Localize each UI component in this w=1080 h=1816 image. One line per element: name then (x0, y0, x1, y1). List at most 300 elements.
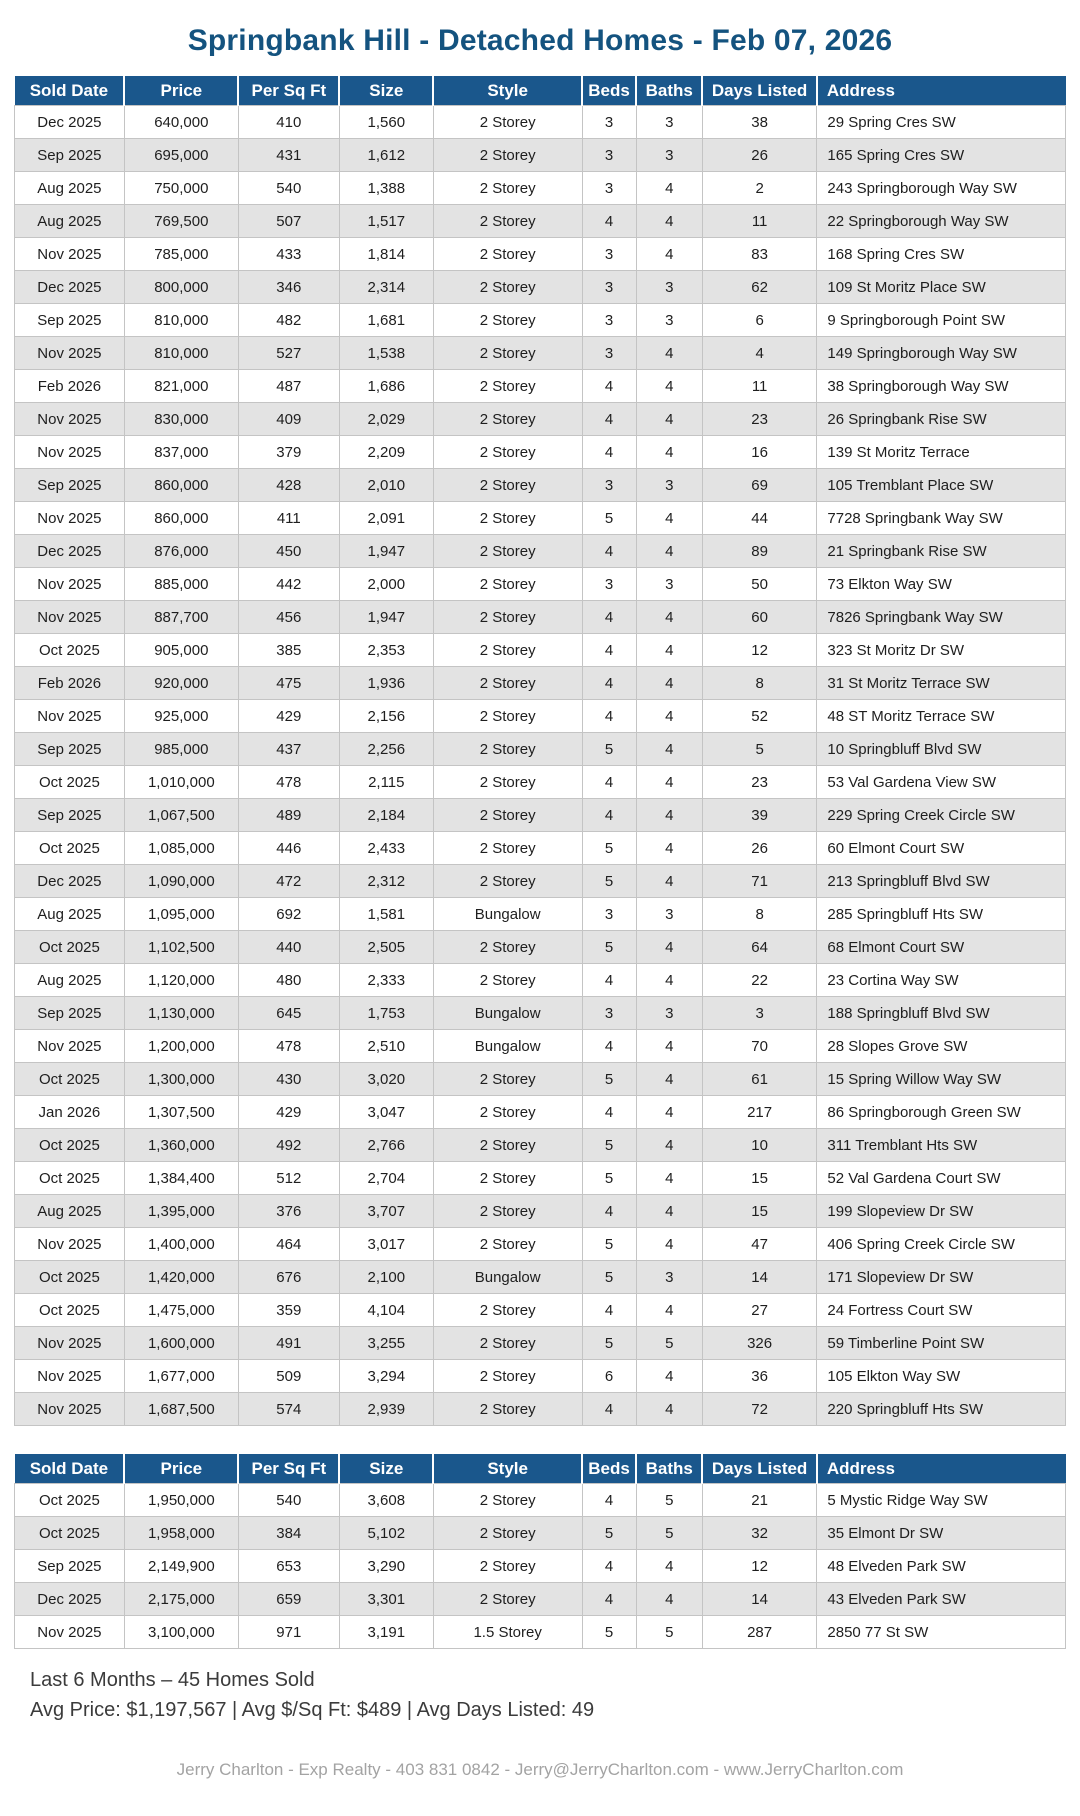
cell-address: 199 Slopeview Dr SW (817, 1195, 1066, 1228)
cell-baths: 4 (636, 667, 702, 700)
cell-baths: 4 (636, 1096, 702, 1129)
table-row (15, 1261, 1066, 1294)
cell-per-sqft: 480 (238, 964, 339, 997)
table-row (15, 1583, 1066, 1616)
cell-days-listed: 61 (702, 1063, 817, 1096)
cell-per-sqft: 464 (238, 1228, 339, 1261)
cell-price: 1,120,000 (124, 964, 238, 997)
cell-style: 2 Storey (433, 172, 582, 205)
cell-size: 2,433 (339, 832, 433, 865)
cell-sold-date: Sep 2025 (15, 1550, 125, 1583)
cell-address: 165 Spring Cres SW (817, 139, 1066, 172)
cell-style: 2 Storey (433, 1129, 582, 1162)
cell-style: 2 Storey (433, 832, 582, 865)
cell-address: 15 Spring Willow Way SW (817, 1063, 1066, 1096)
table-row (15, 370, 1066, 403)
cell-address: 220 Springbluff Hts SW (817, 1393, 1066, 1426)
cell-per-sqft: 540 (238, 1484, 339, 1517)
cell-address: 22 Springborough Way SW (817, 205, 1066, 238)
cell-per-sqft: 507 (238, 205, 339, 238)
agent-contact-footer: Jerry Charlton - Exp Realty - 403 831 0842 - Jerry@JerryCharlton.com - www.JerryCharlton.com (176, 1760, 904, 1779)
cell-price: 695,000 (124, 139, 238, 172)
cell-price: 1,395,000 (124, 1195, 238, 1228)
header-row (15, 76, 1066, 106)
cell-price: 1,095,000 (124, 898, 238, 931)
column-header-style: Style (433, 76, 582, 106)
table-row (15, 799, 1066, 832)
table-row (15, 700, 1066, 733)
cell-style: 2 Storey (433, 1228, 582, 1261)
cell-baths: 3 (636, 568, 702, 601)
cell-per-sqft: 433 (238, 238, 339, 271)
cell-address: 59 Timberline Point SW (817, 1327, 1066, 1360)
cell-sold-date: Aug 2025 (15, 964, 125, 997)
cell-address: 24 Fortress Court SW (817, 1294, 1066, 1327)
cell-sold-date: Aug 2025 (15, 1195, 125, 1228)
cell-address: 285 Springbluff Hts SW (817, 898, 1066, 931)
cell-days-listed: 5 (702, 733, 817, 766)
cell-beds: 4 (582, 700, 636, 733)
cell-days-listed: 12 (702, 634, 817, 667)
cell-style: 2 Storey (433, 799, 582, 832)
cell-sold-date: Oct 2025 (15, 766, 125, 799)
cell-style: 2 Storey (433, 502, 582, 535)
cell-days-listed: 44 (702, 502, 817, 535)
cell-beds: 4 (582, 205, 636, 238)
cell-beds: 4 (582, 1393, 636, 1426)
summary-block (30, 1669, 1066, 1722)
table-row (15, 667, 1066, 700)
cell-price: 860,000 (124, 469, 238, 502)
cell-price: 1,010,000 (124, 766, 238, 799)
table-row (15, 403, 1066, 436)
cell-beds: 4 (582, 634, 636, 667)
cell-per-sqft: 472 (238, 865, 339, 898)
cell-address: 23 Cortina Way SW (817, 964, 1066, 997)
column-header-sold-date: Sold Date (15, 76, 125, 106)
cell-days-listed: 11 (702, 205, 817, 238)
cell-per-sqft: 512 (238, 1162, 339, 1195)
cell-size: 2,029 (339, 403, 433, 436)
cell-baths: 3 (636, 469, 702, 502)
cell-price: 1,677,000 (124, 1360, 238, 1393)
cell-price: 885,000 (124, 568, 238, 601)
cell-size: 1,581 (339, 898, 433, 931)
cell-sold-date: Dec 2025 (15, 271, 125, 304)
cell-price: 1,475,000 (124, 1294, 238, 1327)
cell-size: 3,047 (339, 1096, 433, 1129)
cell-baths: 5 (636, 1616, 702, 1649)
cell-days-listed: 15 (702, 1195, 817, 1228)
cell-baths: 4 (636, 370, 702, 403)
cell-address: 86 Springborough Green SW (817, 1096, 1066, 1129)
cell-per-sqft: 359 (238, 1294, 339, 1327)
cell-style: 2 Storey (433, 1550, 582, 1583)
cell-size: 1,936 (339, 667, 433, 700)
table-row (15, 997, 1066, 1030)
cell-per-sqft: 410 (238, 106, 339, 139)
cell-size: 1,753 (339, 997, 433, 1030)
cell-size: 2,184 (339, 799, 433, 832)
cell-beds: 3 (582, 997, 636, 1030)
cell-sold-date: Nov 2025 (15, 436, 125, 469)
cell-days-listed: 72 (702, 1393, 817, 1426)
cell-sold-date: Nov 2025 (15, 502, 125, 535)
cell-price: 1,360,000 (124, 1129, 238, 1162)
cell-beds: 4 (582, 1294, 636, 1327)
column-header-baths: Baths (636, 1454, 702, 1484)
table-row (15, 205, 1066, 238)
cell-size: 3,255 (339, 1327, 433, 1360)
cell-price: 860,000 (124, 502, 238, 535)
cell-days-listed: 326 (702, 1327, 817, 1360)
cell-baths: 4 (636, 1228, 702, 1261)
cell-size: 2,156 (339, 700, 433, 733)
cell-size: 1,517 (339, 205, 433, 238)
table-row (15, 1063, 1066, 1096)
cell-sold-date: Sep 2025 (15, 799, 125, 832)
cell-address: 406 Spring Creek Circle SW (817, 1228, 1066, 1261)
cell-size: 1,814 (339, 238, 433, 271)
cell-size: 2,510 (339, 1030, 433, 1063)
sold-homes-table-1 (14, 76, 1066, 1426)
cell-beds: 4 (582, 436, 636, 469)
cell-days-listed: 62 (702, 271, 817, 304)
cell-sold-date: Feb 2026 (15, 667, 125, 700)
cell-baths: 4 (636, 832, 702, 865)
cell-per-sqft: 478 (238, 766, 339, 799)
cell-baths: 3 (636, 271, 702, 304)
cell-style: 2 Storey (433, 865, 582, 898)
cell-address: 68 Elmont Court SW (817, 931, 1066, 964)
cell-price: 3,100,000 (124, 1616, 238, 1649)
cell-beds: 3 (582, 106, 636, 139)
cell-sold-date: Nov 2025 (15, 1030, 125, 1063)
cell-address: 105 Elkton Way SW (817, 1360, 1066, 1393)
cell-style: Bungalow (433, 1261, 582, 1294)
cell-days-listed: 26 (702, 139, 817, 172)
cell-days-listed: 8 (702, 667, 817, 700)
cell-days-listed: 287 (702, 1616, 817, 1649)
cell-style: Bungalow (433, 898, 582, 931)
cell-address: 28 Slopes Grove SW (817, 1030, 1066, 1063)
cell-style: 2 Storey (433, 271, 582, 304)
cell-baths: 3 (636, 898, 702, 931)
cell-days-listed: 22 (702, 964, 817, 997)
table-row (15, 964, 1066, 997)
cell-price: 1,958,000 (124, 1517, 238, 1550)
cell-address: 323 St Moritz Dr SW (817, 634, 1066, 667)
cell-per-sqft: 676 (238, 1261, 339, 1294)
cell-baths: 4 (636, 502, 702, 535)
cell-address: 43 Elveden Park SW (817, 1583, 1066, 1616)
cell-style: 2 Storey (433, 1096, 582, 1129)
table-row (15, 1550, 1066, 1583)
column-header-address: Address (817, 76, 1066, 106)
summary-averages: Avg Price: $1,197,567 | Avg $/Sq Ft: $489 | Avg Days Listed: 49 (30, 1699, 595, 1721)
table-row (15, 766, 1066, 799)
cell-per-sqft: 411 (238, 502, 339, 535)
cell-size: 2,766 (339, 1129, 433, 1162)
cell-size: 2,010 (339, 469, 433, 502)
cell-style: 2 Storey (433, 1195, 582, 1228)
cell-per-sqft: 971 (238, 1616, 339, 1649)
table-row (15, 1616, 1066, 1649)
cell-days-listed: 69 (702, 469, 817, 502)
cell-style: 2 Storey (433, 436, 582, 469)
cell-sold-date: Nov 2025 (15, 1360, 125, 1393)
cell-days-listed: 52 (702, 700, 817, 733)
cell-beds: 5 (582, 1616, 636, 1649)
cell-price: 2,175,000 (124, 1583, 238, 1616)
cell-style: 2 Storey (433, 1327, 582, 1360)
cell-baths: 4 (636, 601, 702, 634)
cell-per-sqft: 431 (238, 139, 339, 172)
cell-address: 188 Springbluff Blvd SW (817, 997, 1066, 1030)
column-header-price: Price (124, 1454, 238, 1484)
cell-beds: 4 (582, 1550, 636, 1583)
cell-per-sqft: 475 (238, 667, 339, 700)
cell-address: 168 Spring Cres SW (817, 238, 1066, 271)
cell-baths: 4 (636, 1550, 702, 1583)
cell-per-sqft: 450 (238, 535, 339, 568)
table-row (15, 304, 1066, 337)
cell-address: 48 Elveden Park SW (817, 1550, 1066, 1583)
cell-sold-date: Sep 2025 (15, 469, 125, 502)
cell-price: 920,000 (124, 667, 238, 700)
cell-baths: 4 (636, 733, 702, 766)
cell-sold-date: Nov 2025 (15, 1228, 125, 1261)
cell-sold-date: Oct 2025 (15, 1063, 125, 1096)
page-title: Springbank Hill - Detached Homes - Feb 07, 2026 (187, 24, 893, 57)
cell-sold-date: Sep 2025 (15, 139, 125, 172)
cell-per-sqft: 491 (238, 1327, 339, 1360)
table-row (15, 1484, 1066, 1517)
cell-days-listed: 217 (702, 1096, 817, 1129)
cell-address: 2850 77 St SW (817, 1616, 1066, 1649)
cell-per-sqft: 478 (238, 1030, 339, 1063)
table-row (15, 931, 1066, 964)
cell-baths: 4 (636, 1162, 702, 1195)
cell-sold-date: Nov 2025 (15, 1616, 125, 1649)
table-row (15, 271, 1066, 304)
cell-price: 1,067,500 (124, 799, 238, 832)
cell-size: 2,091 (339, 502, 433, 535)
cell-price: 1,687,500 (124, 1393, 238, 1426)
cell-baths: 3 (636, 106, 702, 139)
cell-days-listed: 38 (702, 106, 817, 139)
table-row (15, 535, 1066, 568)
cell-size: 2,704 (339, 1162, 433, 1195)
table-row (15, 601, 1066, 634)
cell-per-sqft: 437 (238, 733, 339, 766)
cell-address: 229 Spring Creek Circle SW (817, 799, 1066, 832)
column-header-beds: Beds (582, 76, 636, 106)
cell-size: 1,947 (339, 535, 433, 568)
cell-days-listed: 10 (702, 1129, 817, 1162)
cell-address: 35 Elmont Dr SW (817, 1517, 1066, 1550)
table-row (15, 1030, 1066, 1063)
cell-days-listed: 60 (702, 601, 817, 634)
cell-sold-date: Dec 2025 (15, 106, 125, 139)
table-row (15, 832, 1066, 865)
cell-style: 2 Storey (433, 1063, 582, 1096)
cell-sold-date: Jan 2026 (15, 1096, 125, 1129)
cell-beds: 3 (582, 337, 636, 370)
cell-per-sqft: 409 (238, 403, 339, 436)
cell-sold-date: Nov 2025 (15, 403, 125, 436)
cell-size: 3,020 (339, 1063, 433, 1096)
table-row (15, 1360, 1066, 1393)
cell-style: 2 Storey (433, 766, 582, 799)
cell-price: 1,200,000 (124, 1030, 238, 1063)
cell-beds: 4 (582, 403, 636, 436)
cell-size: 2,314 (339, 271, 433, 304)
cell-per-sqft: 659 (238, 1583, 339, 1616)
cell-per-sqft: 492 (238, 1129, 339, 1162)
cell-sold-date: Oct 2025 (15, 1261, 125, 1294)
cell-price: 876,000 (124, 535, 238, 568)
cell-address: 60 Elmont Court SW (817, 832, 1066, 865)
cell-size: 3,290 (339, 1550, 433, 1583)
cell-beds: 5 (582, 1517, 636, 1550)
cell-beds: 5 (582, 931, 636, 964)
cell-sold-date: Nov 2025 (15, 1327, 125, 1360)
cell-per-sqft: 527 (238, 337, 339, 370)
cell-sold-date: Oct 2025 (15, 1517, 125, 1550)
cell-price: 1,400,000 (124, 1228, 238, 1261)
cell-style: 2 Storey (433, 568, 582, 601)
cell-baths: 4 (636, 931, 702, 964)
cell-beds: 5 (582, 832, 636, 865)
table-row (15, 172, 1066, 205)
cell-baths: 5 (636, 1517, 702, 1550)
cell-baths: 4 (636, 964, 702, 997)
summary-homes-sold: Last 6 Months – 45 Homes Sold (30, 1669, 315, 1691)
column-header-size: Size (339, 76, 433, 106)
cell-beds: 3 (582, 568, 636, 601)
cell-days-listed: 12 (702, 1550, 817, 1583)
cell-sold-date: Oct 2025 (15, 1294, 125, 1327)
cell-days-listed: 64 (702, 931, 817, 964)
cell-address: 38 Springborough Way SW (817, 370, 1066, 403)
cell-baths: 4 (636, 1063, 702, 1096)
cell-price: 1,090,000 (124, 865, 238, 898)
cell-size: 3,707 (339, 1195, 433, 1228)
cell-price: 785,000 (124, 238, 238, 271)
cell-price: 1,950,000 (124, 1484, 238, 1517)
table-row (15, 898, 1066, 931)
cell-beds: 3 (582, 238, 636, 271)
cell-price: 769,500 (124, 205, 238, 238)
cell-sold-date: Feb 2026 (15, 370, 125, 403)
cell-size: 1,538 (339, 337, 433, 370)
cell-size: 3,017 (339, 1228, 433, 1261)
cell-style: 2 Storey (433, 469, 582, 502)
cell-style: 2 Storey (433, 304, 582, 337)
cell-address: 5 Mystic Ridge Way SW (817, 1484, 1066, 1517)
table-row (15, 1096, 1066, 1129)
cell-beds: 4 (582, 766, 636, 799)
cell-baths: 4 (636, 865, 702, 898)
cell-baths: 4 (636, 337, 702, 370)
cell-beds: 4 (582, 370, 636, 403)
cell-address: 139 St Moritz Terrace (817, 436, 1066, 469)
cell-size: 2,353 (339, 634, 433, 667)
cell-size: 1,686 (339, 370, 433, 403)
table-row (15, 1393, 1066, 1426)
cell-size: 1,388 (339, 172, 433, 205)
cell-baths: 3 (636, 139, 702, 172)
cell-style: 2 Storey (433, 1517, 582, 1550)
cell-per-sqft: 346 (238, 271, 339, 304)
cell-per-sqft: 442 (238, 568, 339, 601)
cell-baths: 3 (636, 304, 702, 337)
cell-days-listed: 32 (702, 1517, 817, 1550)
cell-beds: 4 (582, 1096, 636, 1129)
cell-beds: 4 (582, 1583, 636, 1616)
cell-per-sqft: 430 (238, 1063, 339, 1096)
cell-address: 29 Spring Cres SW (817, 106, 1066, 139)
cell-style: 2 Storey (433, 1583, 582, 1616)
cell-sold-date: Aug 2025 (15, 205, 125, 238)
cell-size: 1,947 (339, 601, 433, 634)
cell-style: 2 Storey (433, 931, 582, 964)
cell-beds: 3 (582, 139, 636, 172)
cell-price: 985,000 (124, 733, 238, 766)
column-header-per-sqft: Per Sq Ft (238, 76, 339, 106)
cell-price: 800,000 (124, 271, 238, 304)
cell-size: 2,312 (339, 865, 433, 898)
cell-address: 73 Elkton Way SW (817, 568, 1066, 601)
cell-style: 2 Storey (433, 667, 582, 700)
cell-price: 887,700 (124, 601, 238, 634)
cell-days-listed: 11 (702, 370, 817, 403)
cell-days-listed: 2 (702, 172, 817, 205)
cell-days-listed: 36 (702, 1360, 817, 1393)
cell-days-listed: 3 (702, 997, 817, 1030)
cell-size: 2,000 (339, 568, 433, 601)
cell-style: 2 Storey (433, 337, 582, 370)
table-row (15, 1228, 1066, 1261)
cell-size: 2,333 (339, 964, 433, 997)
table-row (15, 1129, 1066, 1162)
cell-baths: 4 (636, 766, 702, 799)
cell-address: 9 Springborough Point SW (817, 304, 1066, 337)
cell-per-sqft: 692 (238, 898, 339, 931)
cell-baths: 4 (636, 1195, 702, 1228)
cell-address: 311 Tremblant Hts SW (817, 1129, 1066, 1162)
cell-days-listed: 83 (702, 238, 817, 271)
cell-beds: 5 (582, 865, 636, 898)
cell-price: 1,102,500 (124, 931, 238, 964)
cell-size: 5,102 (339, 1517, 433, 1550)
sold-homes-table-2 (14, 1454, 1066, 1649)
cell-sold-date: Oct 2025 (15, 634, 125, 667)
cell-baths: 4 (636, 436, 702, 469)
cell-style: 2 Storey (433, 1393, 582, 1426)
cell-price: 1,384,400 (124, 1162, 238, 1195)
cell-price: 821,000 (124, 370, 238, 403)
table-row (15, 139, 1066, 172)
cell-beds: 3 (582, 304, 636, 337)
cell-price: 905,000 (124, 634, 238, 667)
cell-per-sqft: 428 (238, 469, 339, 502)
cell-sold-date: Oct 2025 (15, 832, 125, 865)
cell-address: 10 Springbluff Blvd SW (817, 733, 1066, 766)
cell-baths: 4 (636, 700, 702, 733)
cell-style: 2 Storey (433, 403, 582, 436)
